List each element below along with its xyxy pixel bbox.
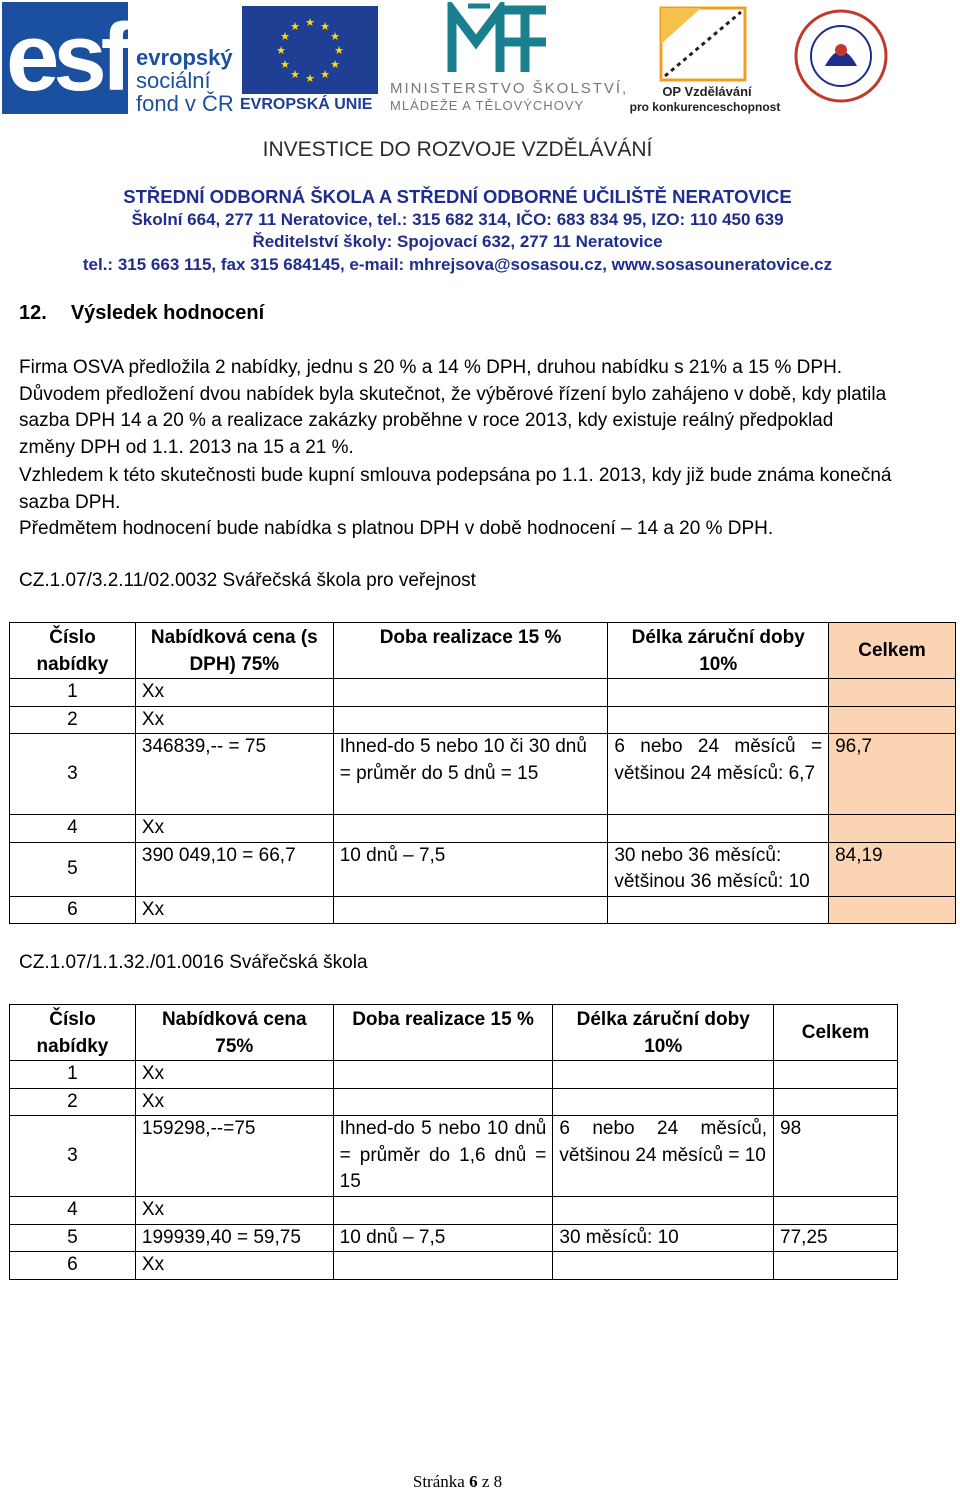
offer-time bbox=[333, 1197, 553, 1225]
footer-separator: z bbox=[481, 1472, 490, 1491]
svg-text:★: ★ bbox=[330, 58, 340, 71]
header-price: Nabídková cena (s DPH) 75% bbox=[135, 623, 333, 679]
table-row bbox=[10, 679, 956, 707]
eu-logo bbox=[240, 0, 380, 120]
op-text-line1: OP Vzdělávání bbox=[662, 84, 752, 99]
offer-price: 346839,-- = 75 bbox=[135, 734, 333, 815]
svg-text:★: ★ bbox=[280, 30, 290, 43]
offer-total: 84,19 bbox=[829, 842, 956, 896]
offer-warranty bbox=[553, 1197, 774, 1225]
header-warranty: Délka záruční doby 10% bbox=[553, 1005, 774, 1061]
offer-price: Xx bbox=[135, 706, 333, 734]
eu-flag-icon bbox=[242, 6, 378, 94]
offer-price: Xx bbox=[135, 1197, 333, 1225]
logo-strip bbox=[0, 0, 960, 130]
offer-time: 10 dnů – 7,5 bbox=[333, 842, 608, 896]
offer-price: Xx bbox=[135, 1252, 333, 1280]
offer-time bbox=[333, 815, 608, 843]
offer-number: 4 bbox=[10, 1197, 136, 1225]
offer-time bbox=[333, 1088, 553, 1116]
offer-total: 77,25 bbox=[774, 1224, 898, 1252]
offer-number: 6 bbox=[10, 1252, 136, 1280]
offer-warranty bbox=[608, 706, 829, 734]
svg-text:★: ★ bbox=[305, 72, 315, 85]
offer-warranty bbox=[553, 1088, 774, 1116]
offer-warranty: 30 měsíců: 10 bbox=[553, 1224, 774, 1252]
table-row bbox=[10, 842, 956, 896]
header-total: Celkem bbox=[774, 1005, 898, 1061]
svg-text:★: ★ bbox=[320, 20, 330, 33]
esf-text-line1: evropský bbox=[136, 45, 233, 70]
section-heading bbox=[19, 302, 288, 325]
offer-warranty bbox=[553, 1061, 774, 1089]
svg-text:★: ★ bbox=[290, 68, 300, 81]
offer-time: 10 dnů – 7,5 bbox=[333, 1224, 553, 1252]
table-row bbox=[10, 896, 956, 924]
header-price: Nabídková cena 75% bbox=[135, 1005, 333, 1061]
offer-total: 98 bbox=[774, 1116, 898, 1197]
offer-number: 2 bbox=[10, 706, 136, 734]
offer-price: 390 049,10 = 66,7 bbox=[135, 842, 333, 896]
school-seal-icon bbox=[793, 8, 889, 104]
paragraph-offers bbox=[19, 355, 886, 461]
table-row bbox=[10, 1252, 898, 1280]
paragraph-line: změny DPH od 1.1. 2013 na 15 a 21 %. bbox=[19, 436, 354, 458]
header-delivery-time: Doba realizace 15 % bbox=[333, 1005, 553, 1061]
offer-time bbox=[333, 1252, 553, 1280]
paragraph-evaluation-subject: Předmětem hodnocení bude nabídka s platnou DPH v době hodnocení – 14 a 20 % DPH. bbox=[19, 518, 774, 539]
msmt-logo bbox=[390, 0, 630, 120]
offer-number: 1 bbox=[10, 1061, 136, 1089]
school-header bbox=[0, 186, 915, 276]
paragraph-line: Firma OSVA předložila 2 nabídky, jednu s 20 % a 14 % DPH, druhou nabídku s 21% a 15 % DPH. bbox=[19, 357, 843, 378]
paragraph-contract bbox=[19, 463, 891, 516]
offer-time bbox=[333, 1061, 553, 1089]
offer-total bbox=[829, 815, 956, 843]
project-code-2: CZ.1.07/1.1.32./01.0016 Svářečská škola bbox=[19, 952, 368, 973]
op-text-line2: pro konkurenceschopnost bbox=[629, 100, 781, 114]
header-delivery-time: Doba realizace 15 % bbox=[333, 623, 608, 679]
offer-total bbox=[774, 1252, 898, 1280]
section-title: Výsledek hodnocení bbox=[70, 302, 265, 324]
table-header-row bbox=[10, 1005, 898, 1061]
offer-total bbox=[774, 1197, 898, 1225]
offer-warranty bbox=[608, 815, 829, 843]
op-mark-icon bbox=[657, 4, 749, 84]
offer-time bbox=[333, 706, 608, 734]
table-header-row bbox=[10, 623, 956, 679]
esf-logo-mark: esf bbox=[2, 2, 128, 114]
offer-warranty: 6 nebo 24 měsíců = většinou 24 měsíců: 6,7 bbox=[608, 734, 829, 815]
esf-text-line2: sociální bbox=[136, 68, 211, 93]
footer-page-number: 6 bbox=[469, 1472, 478, 1491]
offer-total bbox=[829, 896, 956, 924]
offer-price: 199939,40 = 59,75 bbox=[135, 1224, 333, 1252]
offer-price: Xx bbox=[135, 896, 333, 924]
offer-warranty bbox=[553, 1252, 774, 1280]
header-offer-number: Číslo nabídky bbox=[10, 1005, 136, 1061]
paragraph-line: Důvodem předložení dvou nabídek byla skutečnot, že výběrové řízení bylo zahájeno v době, kdy platila bbox=[19, 383, 887, 405]
svg-text:★: ★ bbox=[330, 30, 340, 43]
offer-warranty bbox=[608, 896, 829, 924]
svg-text:★: ★ bbox=[276, 44, 286, 57]
table-row bbox=[10, 1116, 898, 1197]
offer-price: 159298,--=75 bbox=[135, 1116, 333, 1197]
esf-logo bbox=[0, 0, 245, 120]
msmt-text-line2: MLÁDEŽE A TĚLOVÝCHOVY bbox=[390, 98, 585, 113]
offer-time: Ihned-do 5 nebo 10 či 30 dnů = průměr do 5 dnů = 15 bbox=[333, 734, 608, 815]
table-row bbox=[10, 1224, 898, 1252]
header-offer-number: Číslo nabídky bbox=[10, 623, 136, 679]
esf-text-line3: fond v ČR bbox=[136, 91, 234, 116]
offer-number: 3 bbox=[10, 734, 136, 815]
school-address: Školní 664, 277 11 Neratovice, tel.: 315 682 314, IČO: 683 834 95, IZO: 110 450 639 bbox=[131, 209, 784, 229]
svg-text:★: ★ bbox=[290, 20, 300, 33]
offer-number: 4 bbox=[10, 815, 136, 843]
table-row bbox=[10, 706, 956, 734]
section-number: 12. bbox=[19, 302, 47, 324]
table-row bbox=[10, 734, 956, 815]
op-logo bbox=[625, 0, 785, 120]
evaluation-table-2 bbox=[9, 1004, 898, 1280]
offer-warranty: 6 nebo 24 měsíců, většinou 24 měsíců = 10 bbox=[553, 1116, 774, 1197]
svg-text:★: ★ bbox=[334, 44, 344, 57]
esf-logo-text bbox=[136, 46, 234, 115]
school-directorate: Ředitelství školy: Spojovací 632, 277 11 Neratovice bbox=[252, 232, 663, 251]
paragraph-line: sazba DPH. bbox=[19, 491, 121, 513]
table-row bbox=[10, 815, 956, 843]
page-footer bbox=[0, 1472, 915, 1492]
offer-warranty: 30 nebo 36 měsíců: většinou 36 měsíců: 10 bbox=[608, 842, 829, 896]
offer-number: 2 bbox=[10, 1088, 136, 1116]
offer-number: 5 bbox=[10, 842, 136, 896]
offer-time: Ihned-do 5 nebo 10 dnů = průměr do 1,6 dnů = 15 bbox=[333, 1116, 553, 1197]
offer-number: 3 bbox=[10, 1116, 136, 1197]
header-warranty: Délka záruční doby 10% bbox=[608, 623, 829, 679]
svg-text:★: ★ bbox=[305, 16, 315, 29]
svg-text:★: ★ bbox=[320, 68, 330, 81]
table-row bbox=[10, 1088, 898, 1116]
offer-total bbox=[829, 679, 956, 707]
offer-price: Xx bbox=[135, 679, 333, 707]
paragraph-line: sazba DPH 14 a 20 % a realizace zakázky proběhne v roce 2013, kdy existuje reálný předpoklad bbox=[19, 410, 834, 431]
paragraph-line: Vzhledem k této skutečnosti bude kupní smlouva podepsána po 1.1. 2013, kdy již bude známa konečná bbox=[19, 465, 892, 486]
offer-number: 6 bbox=[10, 896, 136, 924]
header-total: Celkem bbox=[829, 623, 956, 679]
investice-banner: INVESTICE DO ROZVOJE VZDĚLÁVÁNÍ bbox=[262, 138, 653, 161]
evaluation-table-1 bbox=[9, 622, 956, 924]
offer-number: 1 bbox=[10, 679, 136, 707]
table-row bbox=[10, 1197, 898, 1225]
msmt-mark-icon bbox=[446, 2, 556, 78]
offer-warranty bbox=[608, 679, 829, 707]
offer-time bbox=[333, 679, 608, 707]
table-row bbox=[10, 1061, 898, 1089]
msmt-text-line1: MINISTERSTVO ŠKOLSTVÍ, bbox=[390, 80, 629, 97]
offer-total bbox=[829, 706, 956, 734]
offer-price: Xx bbox=[135, 1088, 333, 1116]
footer-prefix: Stránka bbox=[412, 1472, 465, 1491]
offer-total bbox=[774, 1061, 898, 1089]
offer-price: Xx bbox=[135, 815, 333, 843]
eu-logo-label: EVROPSKÁ UNIE bbox=[240, 96, 373, 113]
school-name: STŘEDNÍ ODBORNÁ ŠKOLA A STŘEDNÍ ODBORNÉ UČILIŠTĚ NERATOVICE bbox=[123, 186, 792, 207]
offer-number: 5 bbox=[10, 1224, 136, 1252]
offer-total: 96,7 bbox=[829, 734, 956, 815]
footer-page-total: 8 bbox=[493, 1472, 503, 1491]
school-contacts: tel.: 315 663 115, fax 315 684145, e-mail: mhrejsova@sosasou.cz, www.sosasouneratovice.cz bbox=[82, 254, 833, 274]
project-code-1: CZ.1.07/3.2.11/02.0032 Svářečská škola pro veřejnost bbox=[19, 570, 476, 591]
offer-time bbox=[333, 896, 608, 924]
offer-total bbox=[774, 1088, 898, 1116]
svg-text:★: ★ bbox=[280, 58, 290, 71]
offer-price: Xx bbox=[135, 1061, 333, 1089]
